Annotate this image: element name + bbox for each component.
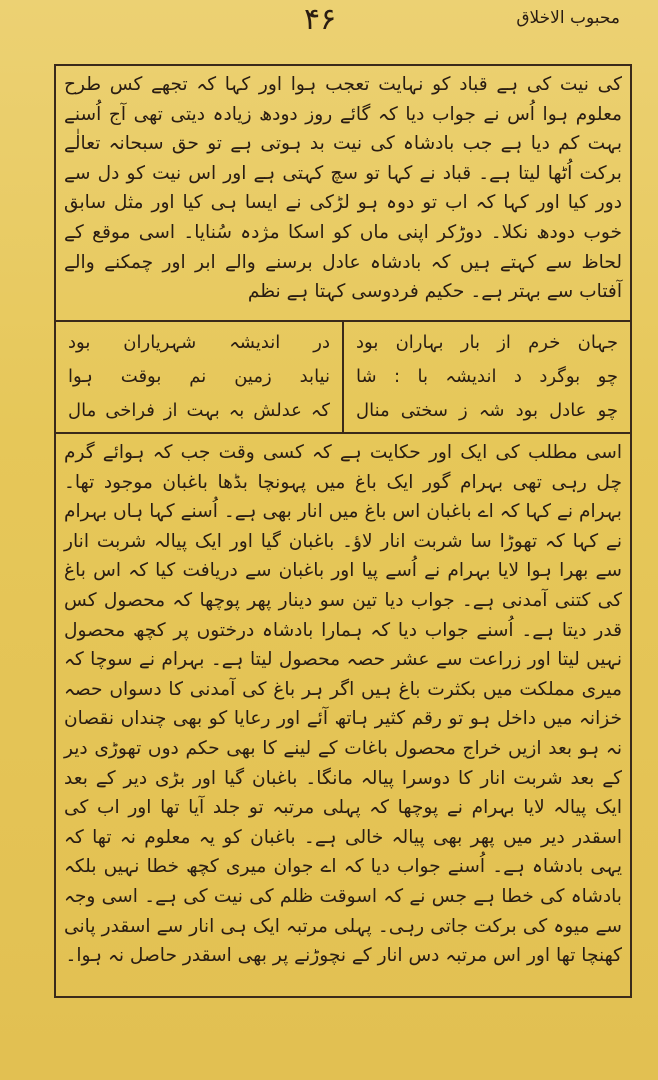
page-number: ۴۶ — [304, 2, 337, 37]
verse-line: در اندیشہ شہریاران بود — [68, 332, 330, 353]
poem-left-column — [56, 322, 344, 432]
running-title: محبوب الاخلاق — [516, 8, 620, 28]
verse-line: نیابد زمین نم بوقت ہوا — [68, 366, 330, 387]
verse-line: کہ عدلش بہ بہت از فراخی مال — [68, 400, 330, 421]
text-frame — [54, 64, 632, 998]
poem-right-column — [344, 322, 630, 432]
prose-paragraph-bottom: اسی مطلب کی ایک اور حکایت ہے کہ کسی وقت جب کہ ہوائے گرم چل رہی تھی بہرام گور ایک باغ میں پہونچا بڈھا باغبان موجود تھا۔ بہرام نے کہا کہ اے باغبان اس باغ میں انار بھی ہے۔ اُسنے کہا ہاں بہرام نے کہا کہ تھوڑا سا شربت انار لاؤ۔ باغبان گیا اور ایک پیالہ شربت انار سے بھرا ہوا لایا بہرام نے اُسے پیا اور باغبان سے دریافت کیا کہ اس باغ کی کتنی آمدنی ہے۔ جواب دیا تین سو دینار پھر پوچھا کہ محصول کس قدر دیتا ہے۔ اُسنے جواب دیا کہ ہمارا بادشاہ درختوں پر کچھ محصول نہیں لیتا اور زراعت سے عشر حصہ محصول لیتا ہے۔ بہرام نے سوچا کہ میری مملکت میں بکثرت باغ ہیں اگر ہر باغ کی آمدنی کا دسواں حصہ خزانہ میں داخل ہو تو رقم کثیر ہاتھ آئے اور رعایا کو بھی چنداں نقصان نہ ہو بعد ازیں خراج محصول باغات کے لینے کا بھی حکم دوں تھوڑی دیر کے بعد شربت انار کا دوسرا پیالہ مانگا۔ باغبان گیا اور بڑی دیر کے بعد ایک پیالہ لایا بہرام نے پوچھا کہ پہلی مرتبہ تو جلد آیا تھا اور اب کی اسقدر دیر میں پھر بھی پیالہ خالی ہے۔ باغبان کو یہ معلوم نہ تھا کہ یہی بادشاہ ہے۔ اُسنے جواب دیا کہ اے جوان میری کچھ خطا نہیں بلکہ بادشاہ کی خطا ہے جس نے کہ اسوقت ظلم کی نیت کی ہے۔ اسی وجہ سے میوہ کی برکت جاتی رہی۔ پہلی مرتبہ ایک ہی انار سے اسقدر پانی کھنچا تھا اور اس مرتبہ دس انار کے نچوڑنے پر بھی اسقدر حاصل نہ ہوا۔ — [64, 442, 622, 967]
poem-couplets — [56, 320, 630, 434]
verse-line: جہان خرم از بار بہاران بود — [356, 332, 618, 353]
prose-paragraph-top: کی نیت کی ہے قباد کو نہایت تعجب ہوا اور کہا کہ تجھے کس طرح معلوم ہوا اُس نے جواب دیا کہ گائے روز دودھ زیادہ دیتی تھی آج اُسنے بہت کم دیا ہے جب بادشاہ کی نیت بد ہوتی ہے تو حق سبحانہ تعالٰے برکت اُٹھا لیتا ہے۔ قباد نے کہا تو سچ کہتی ہے اور اس نیت کو دل سے دور کیا اور کہا کہ اب تو دوہ ہو لڑکی نے ایسا ہی کیا اور مثل سابق خوب دودھ نکلا۔ دوڑکر اپنی ماں کو اسکا مژدہ سُنایا۔ اسی موقع کے لحاظ سے کہتے ہیں کہ بادشاہ عادل برسنے والے ابر اور چمکنے والے آفتاب سے بہتر ہے۔ حکیم فردوسی کہتا ہے نظم — [64, 74, 622, 303]
verse-line: چو بوگرد د اندیشہ با : شا — [356, 366, 618, 387]
verse-line: چو عادل بود شہ ز سختی منال — [356, 400, 618, 421]
